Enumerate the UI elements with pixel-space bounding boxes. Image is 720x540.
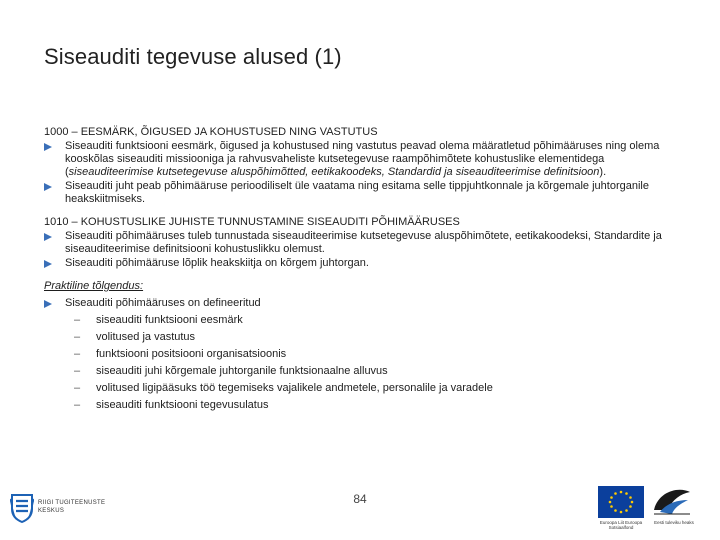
triangle-bullet-icon bbox=[44, 183, 52, 191]
section-1000-bullet-2-text: Siseauditi juht peab põhimääruse perioodiliselt üle vaatama ning esitama selle tippjuhtkonnale ja kõrgemale juhtorganile heakskiitmiseks. bbox=[65, 180, 649, 205]
section-1010-heading: 1010 – KOHUSTUSLIKE JUHISTE TUNNUSTAMINE SISEAUDITI PÕHIMÄÄRUSES bbox=[44, 216, 460, 228]
section-1010-bullet-2-text: Siseauditi põhimääruse lõplik heakskiitja on kõrgem juhtorgan. bbox=[65, 257, 369, 269]
practical-item-2: volitused ja vastutus bbox=[96, 331, 196, 343]
dash-bullet: – bbox=[74, 348, 81, 360]
dash-bullet: – bbox=[74, 314, 81, 326]
dash-bullet: – bbox=[74, 382, 81, 394]
section-1000-heading: 1000 – EESMÄRK, ÕIGUSED JA KOHUSTUSED NING VASTUTUS bbox=[44, 126, 378, 138]
triangle-bullet-icon bbox=[44, 260, 52, 268]
practical-item-3: funktsiooni positsiooni organisatsioonis bbox=[96, 348, 287, 360]
section-1000-bullet-1-italic: siseauditeerimise kutsetegevuse aluspõhimõtted, eetikakoodeks, Standardid ja siseauditeerimise definitsioon bbox=[68, 166, 600, 178]
eu-flag-icon bbox=[598, 486, 644, 518]
dash-bullet: – bbox=[74, 331, 81, 343]
section-1000 bbox=[44, 126, 684, 206]
slide-content bbox=[44, 126, 684, 422]
section-1010-bullet-1-text: Siseauditi põhimääruses tuleb tunnustada siseauditeerimise kutsetegevuse aluspõhimõtete, eetikakoodeksi, Standardite ja siseauditeerimise definitsiooni kohustuslikku olemust. bbox=[65, 230, 662, 255]
practical-item-6: siseauditi funktsiooni tegevusulatus bbox=[96, 399, 269, 411]
list-item bbox=[44, 180, 684, 206]
coat-of-arms-logo-icon bbox=[10, 493, 34, 523]
list-item bbox=[44, 365, 684, 378]
list-item bbox=[44, 399, 684, 412]
list-item bbox=[44, 314, 684, 327]
page-number: 84 bbox=[353, 492, 367, 506]
organization-name-line-1: RIIGI TUGITEENUSTE bbox=[38, 500, 106, 506]
list-item bbox=[44, 297, 684, 310]
page-title: Siseauditi tegevuse alused (1) bbox=[44, 44, 342, 69]
triangle-bullet-icon bbox=[44, 300, 52, 308]
leaf-logo-icon bbox=[650, 486, 694, 518]
practical-section bbox=[44, 280, 684, 412]
triangle-bullet-icon bbox=[44, 143, 52, 151]
organization-logo-text bbox=[38, 499, 105, 515]
triangle-bullet-icon bbox=[44, 233, 52, 241]
list-item bbox=[44, 140, 684, 179]
leaf-caption: Eesti tuleviku heaks bbox=[654, 520, 694, 525]
list-item bbox=[44, 257, 684, 270]
section-1000-bullet-1-end: ). bbox=[599, 166, 607, 178]
section-1010 bbox=[44, 216, 684, 270]
practical-item-5: volitused ligipääsuks töö tegemiseks vajalikele andmetele, personalile ja varadele bbox=[96, 382, 493, 394]
list-item bbox=[44, 331, 684, 344]
eu-caption: Euroopa Liit Euroopa Sotsiaalfond bbox=[599, 520, 643, 530]
list-item bbox=[44, 230, 684, 256]
organization-name-line-2: KESKUS bbox=[38, 508, 65, 514]
practical-heading: Praktiline tõlgendus: bbox=[44, 280, 144, 292]
practical-item-4: siseauditi juhi kõrgemale juhtorganile funktsionaalne alluvus bbox=[96, 365, 388, 377]
dash-bullet: – bbox=[74, 399, 81, 411]
list-item bbox=[44, 348, 684, 361]
section-1000-bullet-1-text: Siseauditi funktsiooni eesmärk, õigused ja kohustused ning vastutus peavad olema määratletud põhimääruses ning olema kooskõlas siseauditi missiooniga ja rahvusvaheliste kutsetegevuse raampõhimõtete kohustuslike elementidega ( bbox=[65, 140, 660, 178]
practical-item-1: siseauditi funktsiooni eesmärk bbox=[96, 314, 243, 326]
dash-bullet: – bbox=[74, 365, 81, 377]
practical-bullet-text: Siseauditi põhimääruses on defineeritud bbox=[65, 297, 261, 309]
list-item bbox=[44, 382, 684, 395]
